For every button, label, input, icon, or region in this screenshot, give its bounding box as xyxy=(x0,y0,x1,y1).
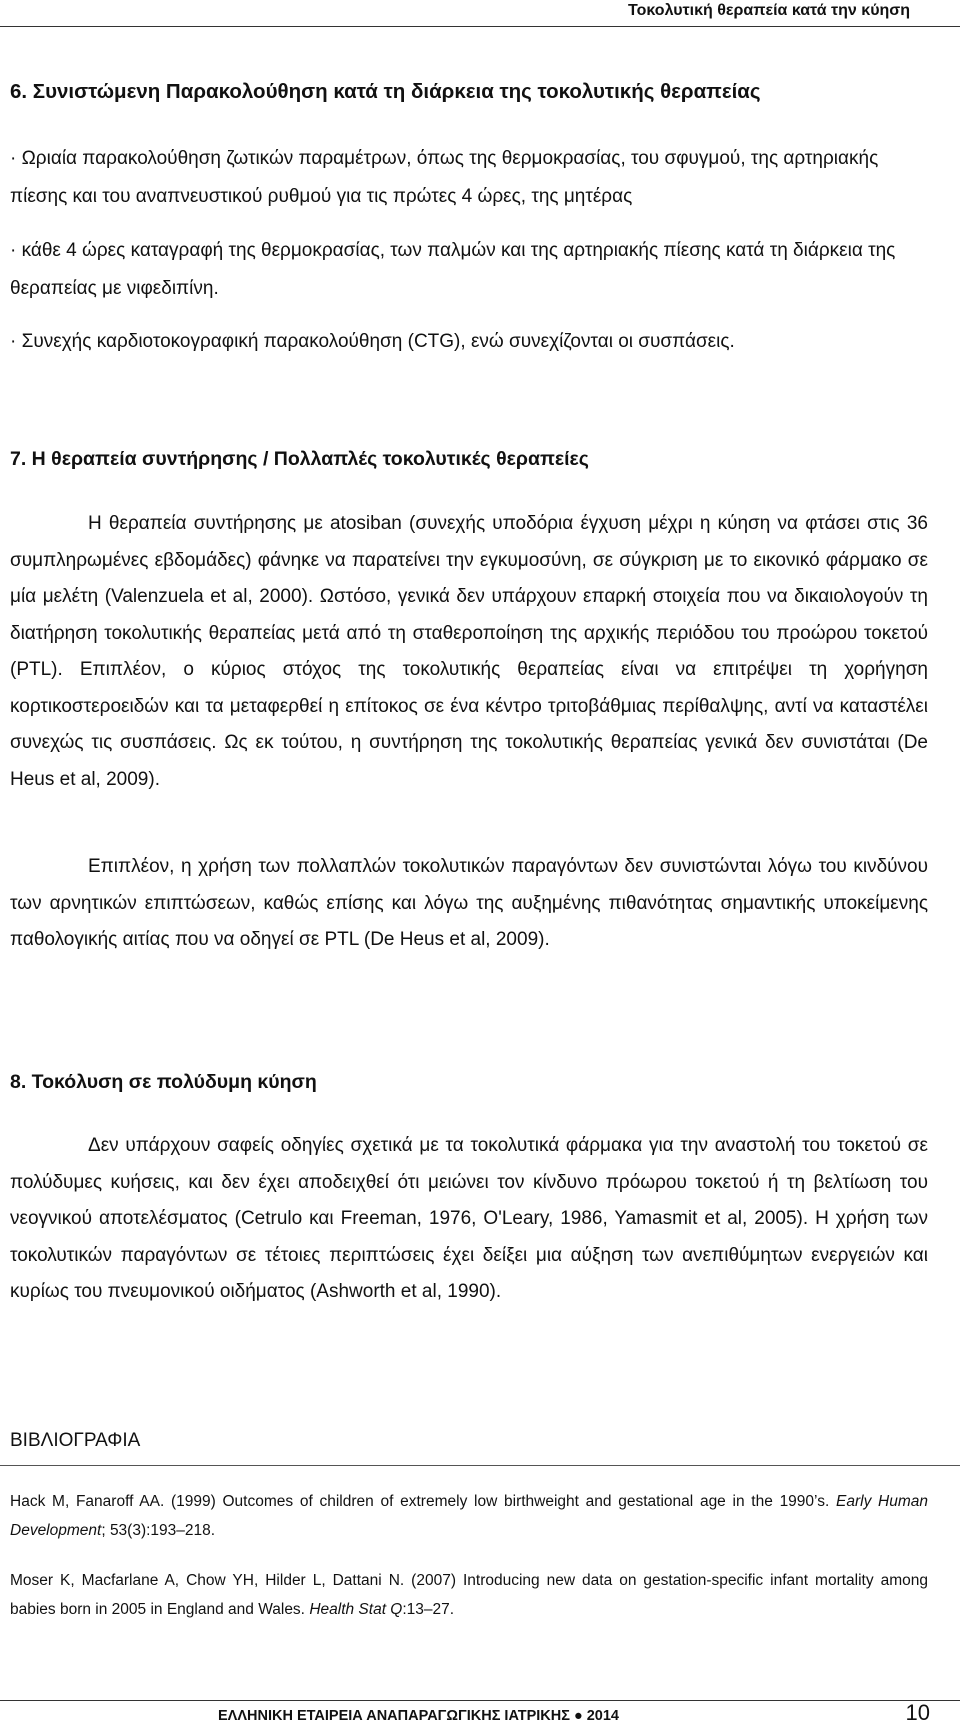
bibliography-rule xyxy=(0,1465,960,1466)
reference-journal: Health Stat Q xyxy=(309,1601,403,1618)
section-7-paragraph: Η θεραπεία συντήρησης με atosiban (συνεχής υποδόρια έγχυση μέχρι η κύηση να φτάσει στις 36 συμπληρωμένες εβδομάδες) φάνηκε να παρατείνει την εγκυμοσύνη, σε σύγκριση με το εικονικό φάρμακο σε μία μελέτη (Valenzuela et al, 2000). Ωστόσο, γενικά δεν υπάρχουν επαρκή στοιχεία που να δικαιολογούν τη διατήρηση τοκολυτικής θεραπείας μετά από τη σταθεροποίηση της αρχικής περιόδου του προώρου τοκετού (PTL). Επιπλέον, ο κύριος στόχος της τοκολυτικής θεραπείας είναι να επιτρέψει τη χορήγηση κορτικοστεροειδών και τα μεταφερθεί η επίτοκος σε ένα κέντρο τριτοβάθμιας περίθαλψης, αντί να καταστέλει συνεχώς τις συσπάσεις. Ως εκ τούτου, η συντήρηση της τοκολυτικής θεραπείας γενικά δεν συνιστάται (De Heus et al, 2009). xyxy=(10,513,928,790)
reference-text: Moser K, Macfarlane A, Chow YH, Hilder L, Dattani N. (2007) Introducing new data on gestation-specific infant mortality among babies born in 2005 in England and Wales. xyxy=(10,1572,928,1618)
section-7-heading: 7. Η θεραπεία συντήρησης / Πολλαπλές τοκολυτικές θεραπείες xyxy=(10,448,589,470)
reference-item xyxy=(10,1566,928,1624)
bullet-hourly-monitoring: · Ωριαία παρακολούθηση ζωτικών παραμέτρων, όπως της θερμοκρασίας, του σφυγμού, της αρτηριακής πίεσης και του αναπνευστικού ρυθμού για τις πρώτες 4 ώρες, της μητέρας xyxy=(10,148,879,207)
reference-text: Hack M, Fanaroff AA. (1999) Outcomes of children of extremely low birthweight and gestational age in the 1990’s. xyxy=(10,1493,836,1510)
section-8-paragraph: Δεν υπάρχουν σαφείς οδηγίες σχετικά με τα τοκολυτικά φάρμακα για την αναστολή του τοκετού σε πολύδυμες κυήσεις, και δεν έχει αποδειχθεί ότι μειώνει τον κίνδυνο πρόωρου τοκετού ή τη βελτίωση του νεογνικού αποτελέσματος (Cetrulo και Freeman, 1976, O'Leary, 1986, Yamasmit et al, 2005). Η χρήση των τοκολυτικών παραγόντων σε τέτοιες περιπτώσεις έχει δείξει μια αύξηση των ανεπιθύμητων ενεργειών και κυρίως του πνευμονικού οιδήματος (Ashworth et al, 1990). xyxy=(10,1135,928,1302)
header-rule xyxy=(0,26,960,27)
page-number: 10 xyxy=(905,1700,930,1725)
running-header: Τοκολυτική θεραπεία κατά την κύηση xyxy=(628,2,910,19)
reference-item xyxy=(10,1487,928,1545)
reference-tail: ; 53(3):193–218. xyxy=(101,1522,216,1539)
bullet-four-hour-recording: · κάθε 4 ώρες καταγραφή της θερμοκρασίας, των παλμών και της αρτηριακής πίεσης κατά τη διάρκεια της θεραπείας με νιφεδιπίνη. xyxy=(10,240,896,299)
footer-rule xyxy=(0,1700,960,1701)
section-7-paragraph: Επιπλέον, η χρήση των πολλαπλών τοκολυτικών παραγόντων δεν συνιστώνται λόγω του κινδύνου των αρνητικών επιπτώσεων, καθώς επίσης και λόγω της αυξημένης πιθανότητας σημαντικής υποκείμενης παθολογικής αιτίας που να οδηγεί σε PTL (De Heus et al, 2009). xyxy=(10,856,928,950)
reference-tail: :13–27. xyxy=(402,1601,455,1618)
reference-journal: Early Human Development xyxy=(10,1493,928,1539)
footer-society: ΕΛΛΗΝΙΚΗ ΕΤΑΙΡΕΙΑ ΑΝΑΠΑΡΑΓΩΓΙΚΗΣ ΙΑΤΡΙΚΗΣ ● 2014 xyxy=(218,1708,619,1724)
bibliography-title: ΒΙΒΛΙΟΓΡΑΦΙΑ xyxy=(10,1430,141,1451)
bullet-ctg-monitoring: · Συνεχής καρδιοτοκογραφική παρακολούθηση (CTG), ενώ συνεχίζονται οι συσπάσεις. xyxy=(10,331,735,352)
section-6-heading: 6. Συνιστώμενη Παρακολούθηση κατά τη διάρκεια της τοκολυτικής θεραπείας xyxy=(10,80,761,103)
section-8-heading: 8. Τοκόλυση σε πολύδυμη κύηση xyxy=(10,1071,317,1093)
